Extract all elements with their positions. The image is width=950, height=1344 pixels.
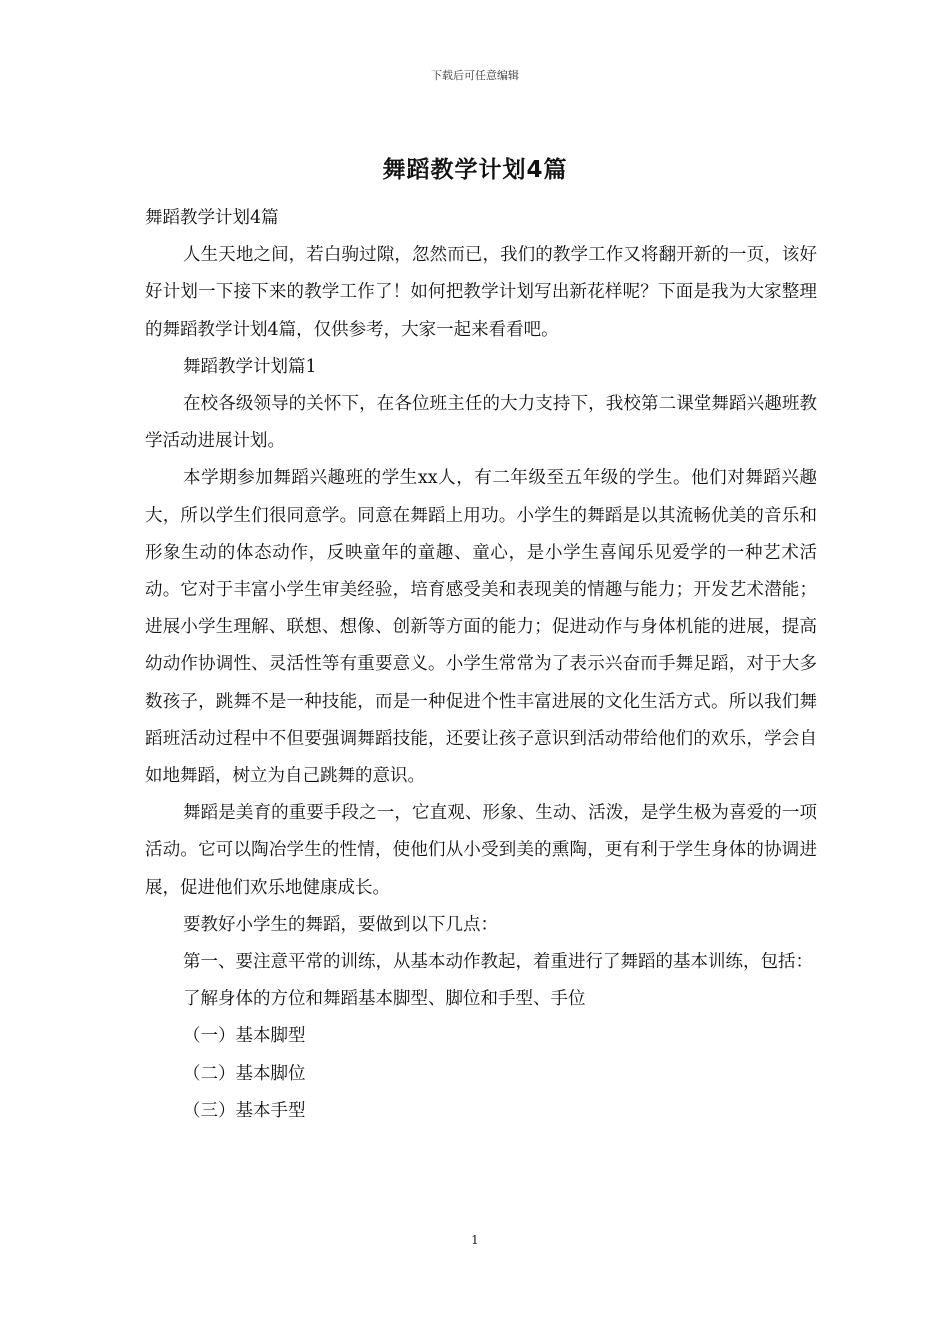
- subtitle: 舞蹈教学计划4篇: [145, 208, 279, 228]
- paragraph-intro: 人生天地之间，若白驹过隙，忽然而已，我们的教学工作又将翻开新的一页，该好好计划一下接下来的教学工作了！如何把教学计划写出新花样呢？下面是我为大家整理的舞蹈教学计划4篇，仅供参考，大家一起来看看吧。: [145, 245, 817, 340]
- document-body: [145, 200, 817, 1130]
- paragraph: 了解身体的方位和舞蹈基本脚型、脚位和手型、手位: [183, 989, 586, 1010]
- list-item: （三）基本手型: [183, 1100, 306, 1121]
- paragraph: 舞蹈是美育的重要手段之一，它直观、形象、生动、活泼，是学生极为喜爱的一项活动。它可以陶冶学生的性情，使他们从小受到美的熏陶，更有利于学生身体的协调进展，促进他们欢乐地健康成长。: [145, 803, 817, 898]
- paragraph: 第一、要注意平常的训练，从基本动作教起，着重进行了舞蹈的基本训练，包括：: [183, 952, 813, 973]
- document-title: 舞蹈教学计划4篇: [382, 157, 568, 183]
- section-heading: 舞蹈教学计划篇1: [183, 356, 317, 377]
- list-item: （一）基本脚型: [183, 1026, 306, 1047]
- list-item: （二）基本脚位: [183, 1063, 306, 1084]
- paragraph: 要教好小学生的舞蹈，要做到以下几点：: [183, 914, 498, 935]
- paragraph: 在校各级领导的关怀下，在各位班主任的大力支持下，我校第二课堂舞蹈兴趣班教学活动进展计划。: [145, 394, 817, 452]
- page-header: 下载后可任意编辑: [431, 69, 519, 82]
- page-number: 1: [471, 1233, 479, 1247]
- paragraph: 本学期参加舞蹈兴趣班的学生xx人，有二年级至五年级的学生。他们对舞蹈兴趣大，所以学生们很同意学。同意在舞蹈上用功。小学生的舞蹈是以其流畅优美的音乐和形象生动的体态动作，反映童年的童趣、童心，是小学生喜闻乐见爱学的一种艺术活动。它对于丰富小学生审美经验，培育感受美和表现美的情趣与能力；开发艺术潜能；进展小学生理解、联想、想像、创新等方面的能力；促进动作与身体机能的进展，提高幼动作协调性、灵活性等有重要意义。小学生常常为了表示兴奋而手舞足蹈，对于大多数孩子，跳舞不是一种技能，而是一种促进个性丰富进展的文化生活方式。所以我们舞蹈班活动过程中不但要强调舞蹈技能，还要让孩子意识到活动带给他们的欢乐，学会自如地舞蹈，树立为自己跳舞的意识。: [145, 468, 817, 787]
